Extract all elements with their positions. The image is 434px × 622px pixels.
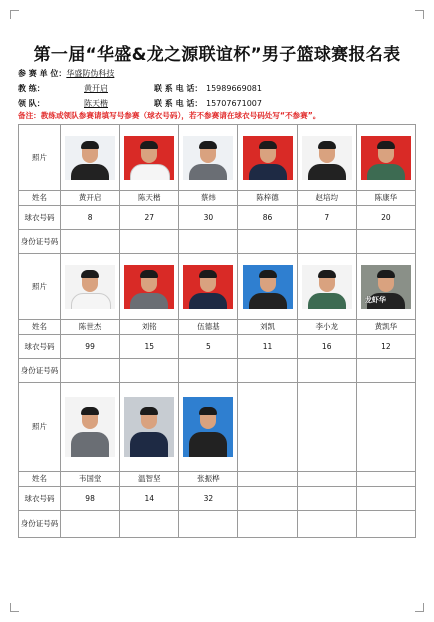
unit-line bbox=[18, 68, 114, 79]
player-number: 12 bbox=[356, 335, 415, 359]
player-photo-cell bbox=[120, 254, 179, 320]
player-id-cell bbox=[61, 359, 120, 383]
name-row bbox=[19, 191, 416, 206]
number-row bbox=[19, 206, 416, 230]
player-photo-cell bbox=[120, 383, 179, 472]
player-photo-cell bbox=[297, 254, 356, 320]
player-photo-cell bbox=[179, 254, 238, 320]
player-id-cell bbox=[238, 359, 297, 383]
player-id-cell bbox=[179, 230, 238, 254]
crop-mark bbox=[10, 10, 19, 19]
photo-overlay-text: 龙虾华 bbox=[364, 295, 386, 304]
player-number: 11 bbox=[238, 335, 297, 359]
player-number: 16 bbox=[297, 335, 356, 359]
player-photo bbox=[65, 136, 115, 180]
photo-row-label: 照片 bbox=[19, 125, 61, 191]
id-row bbox=[19, 230, 416, 254]
name-row-label: 姓名 bbox=[19, 320, 61, 335]
photo-row bbox=[19, 383, 416, 472]
coach-label: 教 练： bbox=[18, 84, 45, 93]
leader-phone-label: 联 系 电 话： bbox=[154, 99, 203, 108]
player-number bbox=[297, 487, 356, 511]
player-name: 陈康华 bbox=[356, 191, 415, 206]
player-name: 刘凯 bbox=[238, 320, 297, 335]
number-row-label: 球衣号码 bbox=[19, 206, 61, 230]
player-photo bbox=[302, 136, 352, 180]
player-number: 5 bbox=[179, 335, 238, 359]
player-number: 14 bbox=[120, 487, 179, 511]
player-number: 99 bbox=[61, 335, 120, 359]
player-photo bbox=[302, 265, 352, 309]
photo-row-label: 照片 bbox=[19, 254, 61, 320]
player-photo-cell bbox=[297, 125, 356, 191]
coach-phone: 15989669081 bbox=[206, 84, 262, 93]
player-name bbox=[238, 472, 297, 487]
leader-phone: 15707671007 bbox=[206, 99, 262, 108]
player-id-cell bbox=[297, 230, 356, 254]
player-id-cell bbox=[238, 230, 297, 254]
photo-row bbox=[19, 125, 416, 191]
crop-mark bbox=[415, 10, 424, 19]
player-photo-cell bbox=[61, 254, 120, 320]
leader-label: 领 队： bbox=[18, 99, 45, 108]
player-name: 陈天楷 bbox=[120, 191, 179, 206]
id-row bbox=[19, 511, 416, 538]
player-name bbox=[297, 472, 356, 487]
player-number: 98 bbox=[61, 487, 120, 511]
id-row-label: 身份证号码 bbox=[19, 511, 61, 538]
player-photo bbox=[124, 397, 174, 457]
photo-row-label: 照片 bbox=[19, 383, 61, 472]
player-id-cell bbox=[61, 230, 120, 254]
player-photo bbox=[361, 136, 411, 180]
unit-value: 华盛防伪科技 bbox=[66, 69, 115, 78]
player-number: 7 bbox=[297, 206, 356, 230]
coach-value: 黄开启 bbox=[84, 84, 108, 93]
player-photo-cell bbox=[297, 383, 356, 472]
player-id-cell bbox=[297, 511, 356, 538]
player-number: 30 bbox=[179, 206, 238, 230]
player-photo bbox=[65, 265, 115, 309]
player-photo-cell bbox=[61, 383, 120, 472]
player-photo-cell bbox=[356, 383, 415, 472]
player-number: 20 bbox=[356, 206, 415, 230]
player-photo-cell bbox=[120, 125, 179, 191]
crop-mark bbox=[415, 603, 424, 612]
player-photo bbox=[183, 136, 233, 180]
player-photo bbox=[183, 397, 233, 457]
player-photo bbox=[361, 265, 411, 309]
name-row-label: 姓名 bbox=[19, 472, 61, 487]
id-row bbox=[19, 359, 416, 383]
player-photo-cell bbox=[179, 125, 238, 191]
photo-row bbox=[19, 254, 416, 320]
player-photo bbox=[124, 136, 174, 180]
player-number: 27 bbox=[120, 206, 179, 230]
player-name bbox=[356, 472, 415, 487]
player-name: 赵培均 bbox=[297, 191, 356, 206]
leader-value: 陈天楷 bbox=[84, 99, 108, 108]
player-id-cell bbox=[297, 359, 356, 383]
player-number: 8 bbox=[61, 206, 120, 230]
number-row bbox=[19, 487, 416, 511]
number-row bbox=[19, 335, 416, 359]
number-row-label: 球衣号码 bbox=[19, 487, 61, 511]
player-name: 张振桦 bbox=[179, 472, 238, 487]
player-id-cell bbox=[179, 511, 238, 538]
player-id-cell bbox=[61, 511, 120, 538]
id-row-label: 身份证号码 bbox=[19, 230, 61, 254]
player-photo bbox=[124, 265, 174, 309]
player-photo-cell bbox=[238, 383, 297, 472]
player-photo-cell bbox=[356, 254, 415, 320]
player-number bbox=[356, 487, 415, 511]
player-name: 蔡炜 bbox=[179, 191, 238, 206]
player-id-cell bbox=[238, 511, 297, 538]
player-number: 86 bbox=[238, 206, 297, 230]
player-id-cell bbox=[120, 511, 179, 538]
name-row bbox=[19, 320, 416, 335]
coach-line bbox=[18, 83, 262, 94]
player-name: 刘铭 bbox=[120, 320, 179, 335]
roster-table bbox=[18, 124, 416, 538]
page-title: 第一届“华盛&龙之源联谊杯”男子篮球赛报名表 bbox=[33, 45, 401, 65]
name-row bbox=[19, 472, 416, 487]
number-row-label: 球衣号码 bbox=[19, 335, 61, 359]
coach-phone-label: 联 系 电 话： bbox=[154, 84, 203, 93]
player-number: 32 bbox=[179, 487, 238, 511]
player-name: 伍德基 bbox=[179, 320, 238, 335]
player-name: 韦国堂 bbox=[61, 472, 120, 487]
id-row-label: 身份证号码 bbox=[19, 359, 61, 383]
player-number: 15 bbox=[120, 335, 179, 359]
player-name: 黄开启 bbox=[61, 191, 120, 206]
player-id-cell bbox=[356, 511, 415, 538]
unit-label: 参 赛 单 位： bbox=[18, 69, 67, 78]
player-photo bbox=[65, 397, 115, 457]
name-row-label: 姓名 bbox=[19, 191, 61, 206]
player-name: 黄凯华 bbox=[356, 320, 415, 335]
player-photo-cell bbox=[238, 125, 297, 191]
player-id-cell bbox=[356, 359, 415, 383]
player-id-cell bbox=[356, 230, 415, 254]
player-id-cell bbox=[120, 230, 179, 254]
player-photo-cell bbox=[179, 383, 238, 472]
player-id-cell bbox=[120, 359, 179, 383]
player-photo bbox=[243, 136, 293, 180]
leader-line bbox=[18, 98, 262, 109]
player-photo bbox=[183, 265, 233, 309]
note-text: 备注：教练或领队参赛请填写号参赛（球衣号码），若不参赛请在球衣号码处写“不参赛”。 bbox=[18, 111, 321, 120]
player-id-cell bbox=[179, 359, 238, 383]
crop-mark bbox=[10, 603, 19, 612]
player-name: 陈梓德 bbox=[238, 191, 297, 206]
player-photo-cell bbox=[356, 125, 415, 191]
player-name: 陈世杰 bbox=[61, 320, 120, 335]
player-photo-cell bbox=[61, 125, 120, 191]
player-photo-cell bbox=[238, 254, 297, 320]
player-photo bbox=[243, 265, 293, 309]
player-name: 李小龙 bbox=[297, 320, 356, 335]
player-name: 温智坚 bbox=[120, 472, 179, 487]
player-number bbox=[238, 487, 297, 511]
